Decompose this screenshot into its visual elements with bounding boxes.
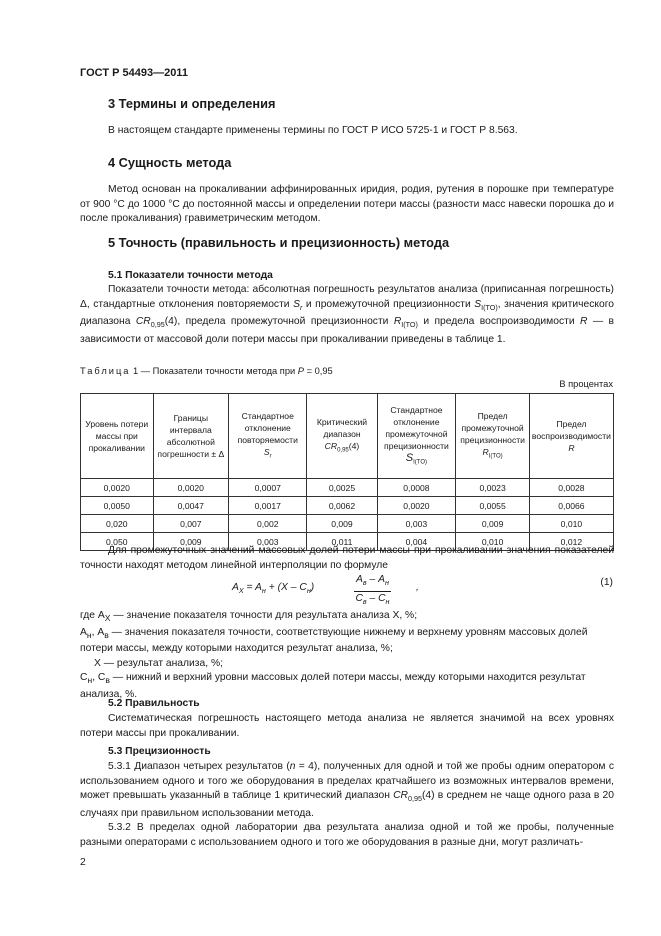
interpolation-text: Для промежуточных значений массовых долей потери массы при прокаливании значения показателей точности находят методом линейной интерполяции по формуле [80,545,614,571]
section-5-3-title: 5.3 Прецизионность [108,746,211,757]
table-row: 0,0020 0,0020 0,0007 0,0025 0,0008 0,0023 0,0028 [81,479,614,497]
table-row: 0,0050 0,0047 0,0017 0,0062 0,0020 0,0055 0,0066 [81,497,614,515]
legend-item: где $A_X$ — значение показателя точности для результата анализа X, %; [80,610,418,624]
section-5-1-text: Показатели точности метода: абсолютная погрешность результатов анализа (приписанная погрешность) Δ, стандартные отклонения повторяемости $S_r$ и промежуточной прецизионности $S_{I(TO)}$, значения критического диапазона $CR_{0,95}(4)$, предела промежуточной прецизионности $R_{I(TO)}$ и предела воспроизводимости R — в зависимости от массовой доли потери массы при прокаливании приведены в таблице 1. [80,284,614,345]
header-level: Уровень потери массы при прокаливании [81,394,154,479]
formula-number: (1) [600,577,613,588]
section-4-text: Метод основан на прокаливании аффинированных иридия, родия, рутения в порошке при температуре от 900 °С до 1000 °С до постоянной массы и определении потери массы (разности масс навески порошка до и после прокаливания) гравиметрическим методом. [80,184,614,225]
precision-table [80,393,614,551]
paragraph-5-3-1: 5.3.1 Диапазон четырех результатов (n = 4), полученных для одной и той же пробы одним оператором с использованием одного и того же оборудования в пределах кратчайшего из возможных интервалов времени, может превышать указанный в таблице 1 критический диапазон $CR_{0,95}(4)$ в среднем не чаще одного раза в 20 случаях при правильном использовании метода. [80,761,614,819]
section-5-1-title: 5.1 Показатели точности метода [108,270,273,281]
section-5-2-title: 5.2 Правильность [108,698,200,709]
table-units: В процентах [559,379,613,389]
legend-item: $A_н$, $A_в$ — значения показателя точности, соответствующие нижнему и верхнему уровням массовых долей потери массы, между которыми находится результат анализа, %; [80,626,588,655]
legend-item: X — результат анализа, %; [94,657,223,669]
header-intermediate-limit: Предел промежуточной прецизионности $R_{I(TO)}$ [456,394,530,479]
paragraph-5-3-2: 5.3.2 В пределах одной лаборатории два результата анализа одной и той же пробы, полученные разными операторами с использованием одного и того же оборудования в разные дни, могут различать- [80,822,614,849]
section-5-title: 5 Точность (правильность и прецизионность) метода [108,235,450,250]
header-reproducibility-limit: Предел воспроизводимости R [529,394,613,479]
header-intermediate-precision: Стандартное отклонение промежуточной прецизионности $S_{I(TO)}$ [377,394,456,479]
page-number: 2 [80,857,86,868]
header-error-bounds: Границы интервала абсолютной погрешности ± Δ [153,394,229,479]
interpolation-formula: $A_X = A_н + (X - C_н)$ $A_в - A_н$ $C_в - C_н$ , [232,574,419,606]
header-critical-range: Критический диапазон $CR_{0,95}(4)$ [307,394,377,479]
legend-item: $C_н$, $C_в$ — нижний и верхний уровни массовых долей потери массы, между которыми находится результат анализа, %. [80,672,586,701]
document-header: ГОСТ Р 54493—2011 [80,67,188,79]
formula-legend [80,609,614,703]
header-repeatability: Стандартное отклонение повторяемости $S_r$ [229,394,307,479]
section-3-title: 3 Термины и определения [108,96,276,111]
section-4-title: 4 Сущность метода [108,155,232,170]
table-header-row [81,394,614,479]
table-row: 0,050 0,009 0,003 0,011 0,004 0,010 0,012 [81,533,614,551]
section-3-text: В настоящем стандарте применены термины по ГОСТ Р ИСО 5725-1 и ГОСТ Р 8.563. [108,125,518,136]
section-5-3-text [80,760,614,851]
table-caption: Таблица 1 — Показатели точности метода при P = 0,95 [80,366,333,376]
section-5-2-text: Систематическая погрешность настоящего метода анализа не является значимой на всех уровнях потери массы при прокаливании. [80,713,614,739]
table-row: 0,020 0,007 0,002 0,009 0,003 0,009 0,010 [81,515,614,533]
